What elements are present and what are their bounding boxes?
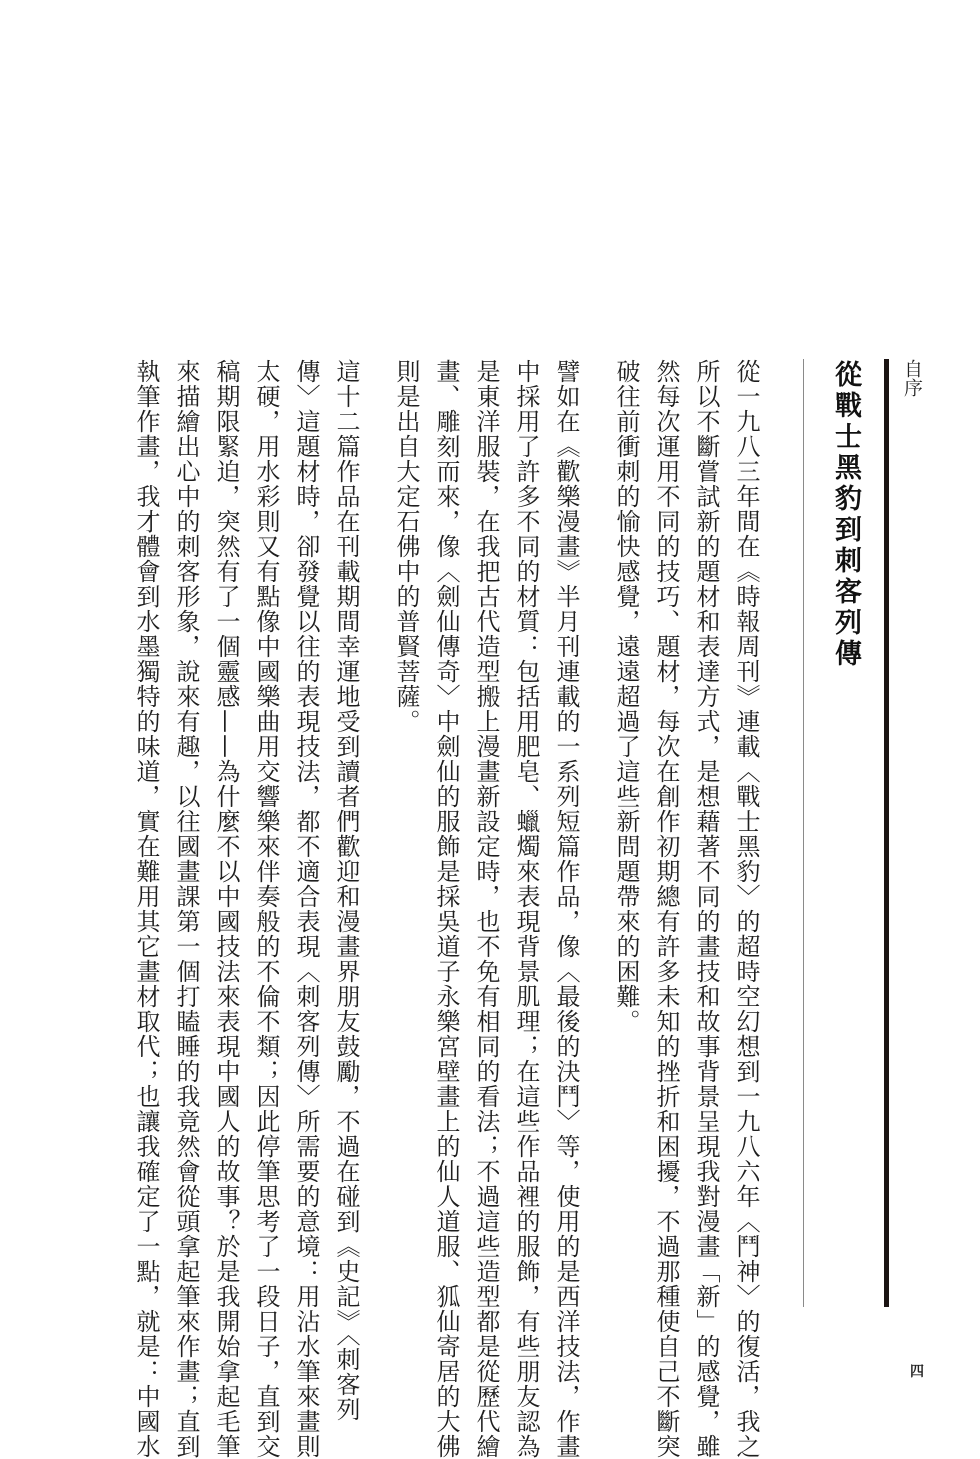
paragraph-3 (126, 359, 366, 1459)
thick-vertical-rule (884, 359, 889, 1307)
text-column: 來描繪出心中的刺客形象，說來有趣，以往國畫課第一個打瞌睡的我竟然會從頭拿起筆來作畫；直到 (172, 359, 200, 1459)
body-text (126, 359, 766, 1459)
text-column: 中採用了許多不同的材質：包括用肥皂、蠟燭來表現背景肌理；在這些作品裡的服飾，有些朋友認為 (512, 359, 540, 1459)
chapter-title: 從戰士黑豹到刺客列傳 (830, 360, 861, 670)
text-column: 太硬，用水彩則又有點像中國樂曲用交響樂來伴奏般的不倫不類；因此停筆思考了一段日子，直到交 (252, 359, 280, 1459)
text-column: 則是出自大定石佛中的普賢菩薩。 (392, 359, 420, 734)
text-column: 是東洋服裝，在我把古代造型搬上漫畫新設定時，也不免有相同的看法；不過這些造型都是從歷代繪 (472, 359, 500, 1459)
page-number: 四 (910, 1364, 924, 1380)
text-column: 譬如在《歡樂漫畫》半月刊連載的一系列短篇作品，像〈最後的決鬥〉等，使用的是西洋技法，作畫 (552, 359, 580, 1459)
text-column: 破往前衝刺的愉快感覺，遠遠超過了這些新問題帶來的困難。 (612, 359, 640, 1034)
text-column: 所以不斷嘗試新的題材和表達方式，是想藉著不同的畫技和故事背景呈現我對漫畫「新」的感覺，雖 (692, 359, 720, 1459)
thin-vertical-rule (803, 359, 804, 1307)
text-column: 傳〉這題材時，卻發覺以往的表現技法，都不適合表現〈刺客列傳〉所需要的意境：用沾水筆來畫則 (292, 359, 320, 1459)
text-column: 執筆作畫，我才體會到水墨獨特的味道，實在難用其它畫材取代；也讓我確定了一點，就是：中國水 (132, 359, 160, 1459)
text-column: 畫、雕刻而來，像〈劍仙傳奇〉中劍仙的服飾是採吳道子永樂宮壁畫上的仙人道服、狐仙寄居的大佛 (432, 359, 460, 1459)
text-column: 然每次運用不同的技巧、題材，每次在創作初期總有許多未知的挫折和困擾，不過那種使自己不斷突 (652, 359, 680, 1459)
text-column: 稿期限緊迫，突然有了一個靈感——為什麼不以中國技法來表現中國人的故事？於是我開始拿起毛筆 (212, 359, 240, 1459)
paragraph-1 (606, 359, 766, 1459)
text-column: 這十二篇作品在刊載期間幸運地受到讀者們歡迎和漫畫界朋友鼓勵，不過在碰到《史記》〈刺客列 (332, 359, 360, 1422)
section-label: 自序 (901, 359, 923, 397)
text-column: 從一九八三年間在《時報周刊》連載〈戰士黑豹〉的超時空幻想到一九八六年〈鬥神〉的復活，我之 (732, 359, 760, 1459)
paragraph-2 (386, 359, 586, 1459)
